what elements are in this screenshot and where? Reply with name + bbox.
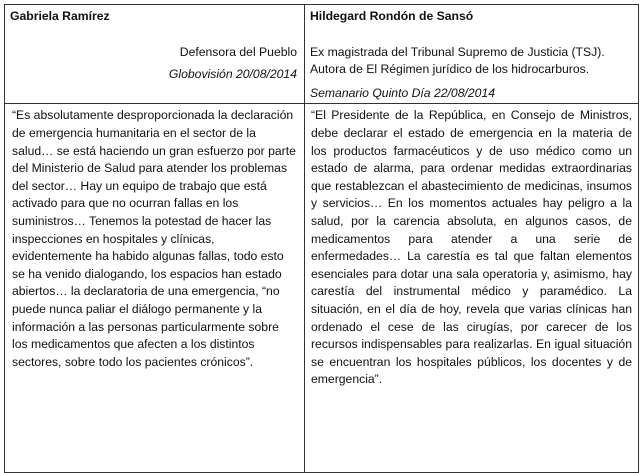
quotes-comparison-table [4, 4, 639, 473]
left-source: Globovisión 20/08/2014 [168, 67, 297, 82]
left-person-role: Defensora del Pueblo [179, 44, 297, 59]
right-quote-cell [305, 104, 639, 473]
quote-row [5, 104, 639, 473]
right-quote-text: “El Presidente de la República, en Consejo de Ministros, debe declarar el estado de emergencia en la materia de los productos farmacéuticos y de uso médico como un estado de alarma, para ordenar medidas extraordinarias que restablezcan el abastecimiento de medicinas, insumos y servicios… En los momentos actuales hay peligro a la salud, por la carencia absoluta, en algunos casos, de medicamentos para atender a una serie de enfermedades… La carestía es tal que faltan elementos esenciales para dotar una sala operatoria y, asimismo, hay carestía del instrumental médico y paramédico. La situación, en el día de hoy, revela que varias clínicas han ordenado el cese de las cirugías, por carecer de los recursos indispensables para realizarlas. En igual situación se encuentran los hospitales públicos, los docentes y de emergencia”. [311, 108, 632, 387]
header-row [5, 5, 639, 104]
right-source: Semanario Quinto Día 22/08/2014 [310, 85, 495, 100]
right-person-role: Ex magistrada del Tribunal Supremo de Justicia (TSJ). Autora de El Régimen jurídico de los hidrocarburos. [310, 44, 605, 77]
right-header-cell [305, 5, 639, 104]
right-person-name: Hildegard Rondón de Sansó [310, 9, 474, 23]
left-person-name: Gabriela Ramírez [10, 9, 110, 23]
left-quote-cell [5, 104, 305, 473]
comparison-table-container [4, 4, 634, 467]
left-header-cell [5, 5, 305, 104]
left-quote-text: “Es absolutamente desproporcionada la declaración de emergencia humanitaria en el sector de la salud… se está haciendo un gran esfuerzo por parte del Ministerio de Salud para atender los problemas del sector… Hay un equipo de trabajo que está activado para que no ocurran fallas en los suministros… Tenemos la potestad de hacer las inspecciones en hospitales y clínicas, evidentemente ha habido algunas fallas, todo esto se ha venido dialogando, los espacios han estado abiertos… la declaratoria de una emergencia, “no puede nunca paliar el diálogo permanente y la información a las personas particularmente sobre los medicamentos que afecten a los distintos sectores, sobre todo los pacientes crónicos”. [12, 108, 296, 369]
